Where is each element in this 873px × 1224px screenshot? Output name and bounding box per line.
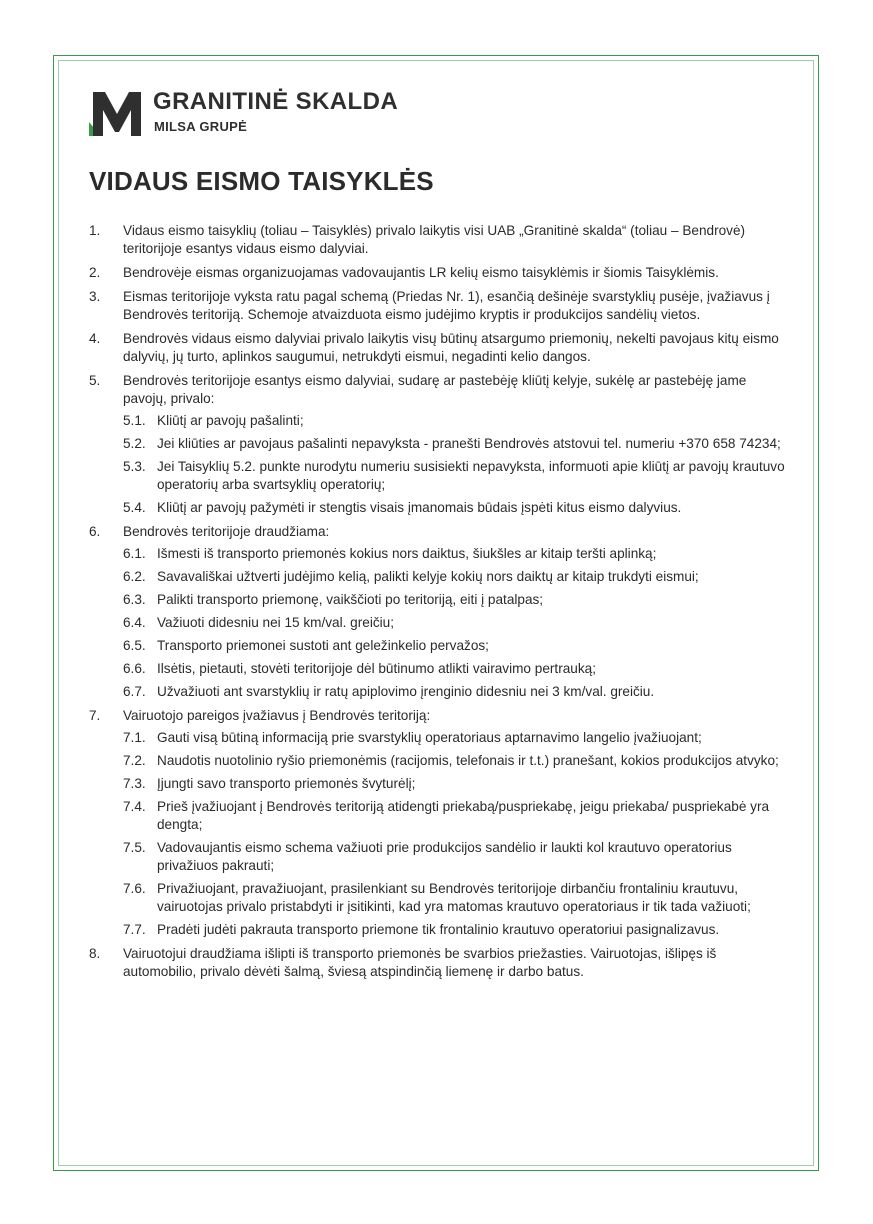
subrule-text: Pradėti judėti pakrauta transporto priemone tik frontalinio krautuvo operatoriui pasignalizavus. — [157, 922, 720, 937]
subrule-item — [123, 458, 789, 494]
subrule-item — [123, 880, 789, 916]
subrule-item — [123, 798, 789, 834]
rule-number: 5. — [89, 373, 101, 388]
subrule-item — [123, 545, 789, 563]
subrule-text: Važiuoti didesniu nei 15 km/val. greičiu; — [157, 615, 395, 630]
rule-item — [89, 330, 789, 366]
rule-number: 8. — [89, 946, 101, 961]
page-title: VIDAUS EISMO TAISYKLĖS — [89, 166, 434, 196]
subrule-number: 5.2. — [123, 436, 146, 451]
subrule-item — [123, 921, 789, 939]
subrule-number: 7.5. — [123, 840, 146, 855]
subrule-text: Prieš įvažiuojant į Bendrovės teritoriją atidengti priekabą/puspriekabę, jeigu priekaba/ puspriekabė yra dengta; — [157, 799, 770, 832]
subrule-item — [123, 591, 789, 609]
subrule-text: Kliūtį ar pavojų pašalinti; — [157, 413, 304, 428]
subrule-text: Jei kliūties ar pavojaus pašalinti nepavyksta - pranešti Bendrovės atstovui tel. numeriu +370 658 74234; — [157, 436, 781, 451]
subrule-text: Kliūtį ar pavojų pažymėti ir stengtis visais įmanomais būdais įspėti kitus eismo dalyvius. — [157, 500, 682, 515]
subrule-number: 7.4. — [123, 799, 146, 814]
subrule-text: Naudotis nuotolinio ryšio priemonėmis (racijomis, telefonais ir t.t.) pranešant, kokios produkcijos atvyko; — [157, 753, 779, 768]
rule-text: Bendrovės vidaus eismo dalyviai privalo laikytis visų būtinų atsargumo priemonių, nekelti pavojaus kitų eismo dalyvių, jų turto, aplinkos saugumui, netrukdyti eismui, negadinti kelio dangos. — [123, 331, 779, 364]
rule-item — [89, 945, 789, 981]
subrule-number: 7.3. — [123, 776, 146, 791]
subrule-text: Gauti visą būtiną informaciją prie svarstyklių operatoriaus aptarnavimo langelio įvažiuojant; — [157, 730, 702, 745]
rule-number: 1. — [89, 223, 101, 238]
rule-number: 3. — [89, 289, 101, 304]
subrule-number: 7.1. — [123, 730, 146, 745]
subrule-text: Ilsėtis, pietauti, stovėti teritorijoje dėl būtinumo atlikti vairavimo pertrauką; — [157, 661, 596, 676]
subrule-number: 6.4. — [123, 615, 146, 630]
brand-subtitle: MILSA GRUPĖ — [154, 119, 248, 134]
subrule-list — [123, 729, 789, 939]
subrule-number: 7.7. — [123, 922, 146, 937]
subrule-number: 6.5. — [123, 638, 146, 653]
rule-item — [89, 523, 789, 701]
subrule-item — [123, 568, 789, 586]
brand-name: GRANITINĖ SKALDA — [153, 88, 399, 115]
subrule-text: Palikti transporto priemonę, vaikščioti po teritoriją, eiti į patalpas; — [157, 592, 544, 607]
subrule-number: 6.7. — [123, 684, 146, 699]
rule-item — [89, 707, 789, 939]
subrule-item — [123, 752, 789, 770]
subrule-list — [123, 545, 789, 701]
subrule-number: 5.1. — [123, 413, 146, 428]
rule-text: Vairuotojui draudžiama išlipti iš transporto priemonės be svarbios priežasties. Vairuotojas, išlipęs iš automobilio, privalo dėvėti šalmą, šviesą atspindinčią liemenę ir darbo batus. — [123, 946, 717, 979]
company-logo — [89, 88, 429, 138]
subrule-item — [123, 839, 789, 875]
subrule-text: Vadovaujantis eismo schema važiuoti prie produkcijos sandėlio ir laukti kol krautuvo operatorius privažiuos pakrauti; — [157, 840, 732, 873]
rule-item — [89, 264, 789, 282]
subrule-item — [123, 499, 789, 517]
rule-item — [89, 372, 789, 517]
subrule-item — [123, 614, 789, 632]
subrule-text: Užvažiuoti ant svarstyklių ir ratų apiplovimo įrenginio didesniu nei 3 km/val. greičiu. — [157, 684, 655, 699]
subrule-item — [123, 729, 789, 747]
rule-number: 4. — [89, 331, 101, 346]
rule-item — [89, 222, 789, 258]
rule-number: 2. — [89, 265, 101, 280]
rule-item — [89, 288, 789, 324]
rule-number: 6. — [89, 524, 101, 539]
subrule-item — [123, 435, 789, 453]
m-logo-icon — [89, 92, 145, 136]
subrule-text: Privažiuojant, pravažiuojant, prasilenkiant su Bendrovės teritorijoje dirbančiu frontaliniu krautuvu, vairuotojas privalo pristabdyti ir įsitikinti, kad yra matomas krautuvo operatoriaus ir tik tada važiuoti; — [157, 881, 751, 914]
subrule-number: 6.3. — [123, 592, 146, 607]
subrule-text: Įjungti savo transporto priemonės švyturėlį; — [157, 776, 416, 791]
subrule-number: 6.2. — [123, 569, 146, 584]
subrule-number: 5.3. — [123, 459, 146, 474]
subrule-list — [123, 412, 789, 517]
subrule-text: Savavališkai užtverti judėjimo kelią, palikti kelyje kokių nors daiktų ar kitaip trukdyti eismui; — [157, 569, 699, 584]
subrule-item — [123, 660, 789, 678]
subrule-item — [123, 412, 789, 430]
subrule-number: 7.2. — [123, 753, 146, 768]
subrule-text: Transporto priemonei sustoti ant geležinkelio pervažos; — [157, 638, 489, 653]
rule-text: Vairuotojo pareigos įvažiavus į Bendrovės teritoriją: — [123, 708, 431, 723]
rule-text: Bendrovės teritorijoje esantys eismo dalyviai, sudarę ar pastebėję kliūtį kelyje, sukėlę ar pastebėję jame pavojų, privalo: — [123, 373, 747, 406]
subrule-number: 6.6. — [123, 661, 146, 676]
rule-text: Vidaus eismo taisyklių (toliau – Taisyklės) privalo laikytis visi UAB „Granitinė skalda“ (toliau – Bendrovė) teritorijoje esantys vidaus eismo dalyviai. — [123, 223, 746, 256]
subrule-item — [123, 775, 789, 793]
rule-number: 7. — [89, 708, 101, 723]
subrule-number: 7.6. — [123, 881, 146, 896]
subrule-text: Jei Taisyklių 5.2. punkte nurodytu numeriu susisiekti nepavyksta, informuoti apie kliūtį ar pavojų krautuvo operatorių arba svartsyklių operatorių; — [157, 459, 785, 492]
rule-text: Bendrovės teritorijoje draudžiama: — [123, 524, 330, 539]
subrule-item — [123, 683, 789, 701]
subrule-number: 5.4. — [123, 500, 146, 515]
subrule-text: Išmesti iš transporto priemonės kokius nors daiktus, šiukšles ar kitaip teršti aplinką; — [157, 546, 657, 561]
subrule-number: 6.1. — [123, 546, 146, 561]
rule-text: Eismas teritorijoje vyksta ratu pagal schemą (Priedas Nr. 1), esančią dešinėje svarstyklių pusėje, įvažiavus į Bendrovės teritoriją. Schemoje atvaizduota eismo judėjimo kryptis ir produkcijos sandėlių vietos. — [123, 289, 770, 322]
rules-list — [89, 222, 789, 987]
subrule-item — [123, 637, 789, 655]
rule-text: Bendrovėje eismas organizuojamas vadovaujantis LR kelių eismo taisyklėmis ir šiomis Taisyklėmis. — [123, 265, 719, 280]
